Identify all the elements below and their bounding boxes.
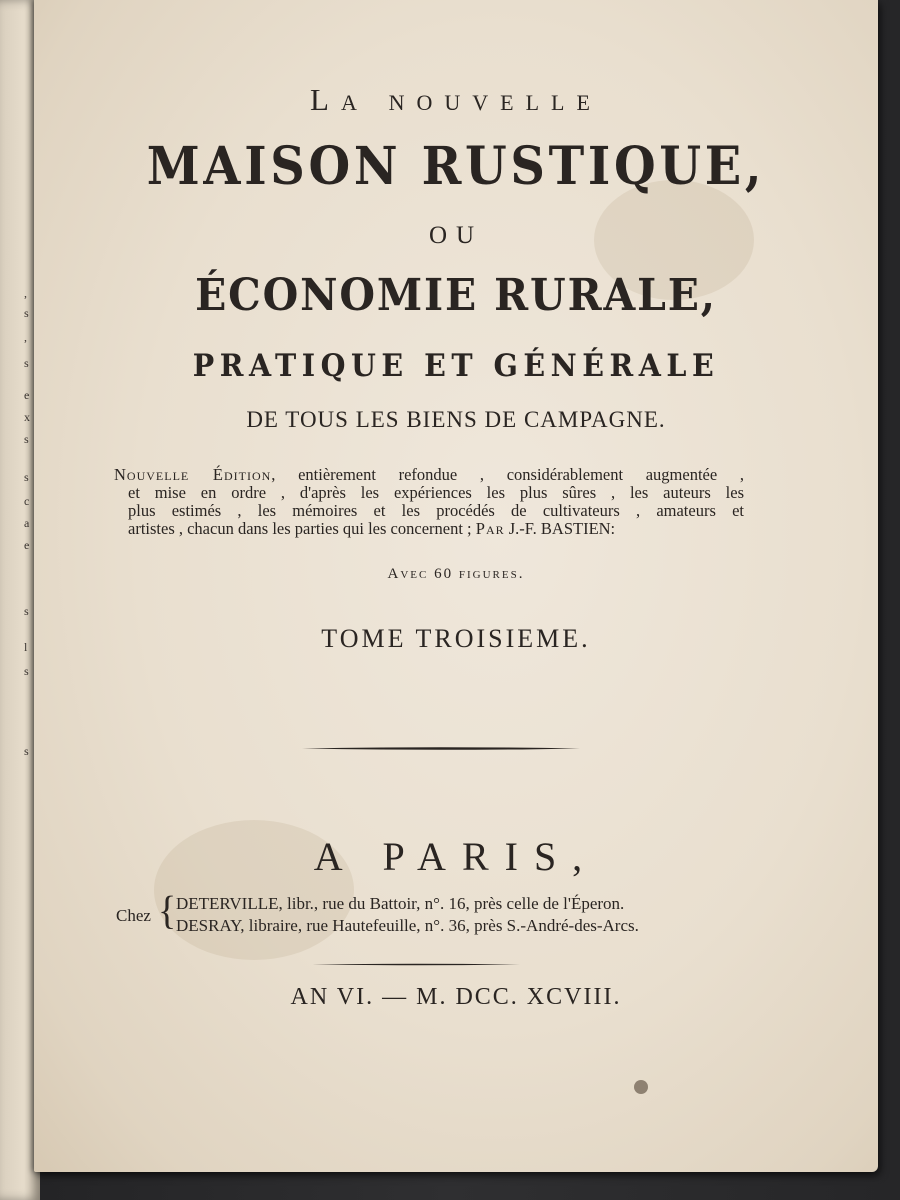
edition-line-4	[114, 520, 744, 538]
title-page	[34, 0, 878, 1172]
facing-page-glyph: e	[24, 388, 30, 402]
facing-page-glyph: c	[24, 494, 30, 508]
seller-deterville: DETERVILLE, libr., rue du Battoir, n°. 16, près celle de l'Éperon.	[176, 894, 625, 913]
edition-lead: Nouvelle Édition	[114, 465, 272, 484]
edition-line-1-rest: , entièrement refondue , considérablement augmentée ,	[271, 465, 744, 484]
figures-note: Avec 60 figures.	[387, 566, 525, 582]
facing-page-glyph: ,	[24, 330, 27, 344]
edition-line-1	[114, 466, 744, 484]
facing-page-glyph: s	[24, 356, 29, 370]
edition-author: J.-F. BASTIEN:	[508, 519, 616, 538]
short-rule-swell	[312, 964, 520, 966]
edition-line-3: plus estimés , les mémoires et les procédés de cultivateurs , amateurs et	[128, 501, 744, 520]
ornamental-rule	[302, 746, 580, 751]
seller-desray: DESRAY, libraire, rue Hautefeuille, n°. 36, près S.-André-des-Arcs.	[176, 916, 639, 935]
edition-line-4-pre: artistes , chacun dans les parties qui les concernent ;	[128, 519, 472, 538]
title-line-biens-de-campagne: DE TOUS LES BIENS DE CAMPAGNE.	[246, 407, 666, 432]
facing-page-glyph: l	[24, 640, 28, 654]
facing-page-glyph: s	[24, 744, 29, 758]
facing-page-glyph: ,	[24, 286, 27, 300]
facing-page-glyph: a	[24, 516, 30, 530]
volume-title: TOME TROISIEME.	[321, 624, 591, 653]
title-line-ou: OU	[428, 222, 484, 249]
edition-par: Par	[475, 519, 505, 538]
facing-page-glyph: s	[24, 664, 29, 678]
facing-page-glyph: x	[24, 410, 30, 424]
facing-page-glyph: e	[24, 538, 30, 552]
imprint-city: A PARIS,	[313, 834, 599, 879]
facing-page-glyph: s	[24, 306, 29, 320]
brace-glyph: {	[158, 888, 177, 934]
title-line-la-nouvelle: La nouvelle	[310, 82, 602, 117]
short-rule	[312, 963, 520, 966]
edition-paragraph	[114, 466, 744, 538]
ornamental-rule-swell	[302, 747, 580, 750]
chez-label: Chez	[116, 906, 151, 925]
title-line-economie-rurale: ÉCONOMIE RURALE,	[195, 270, 717, 321]
title-line-maison-rustique: MAISON RUSTIQUE,	[146, 136, 766, 197]
facing-page-glyph: s	[24, 432, 29, 446]
ink-spot	[634, 1080, 648, 1094]
title-line-pratique-generale: PRATIQUE ET GÉNÉRALE	[192, 348, 720, 384]
edition-line-2: et mise en ordre , d'après les expériences les plus sûres , les auteurs les	[128, 483, 744, 502]
sellers-block	[116, 890, 796, 942]
imprint-date: AN VI. — M. DCC. XCVIII.	[290, 984, 622, 1010]
facing-page-glyph: s	[24, 470, 29, 484]
facing-page-glyph: s	[24, 604, 29, 618]
